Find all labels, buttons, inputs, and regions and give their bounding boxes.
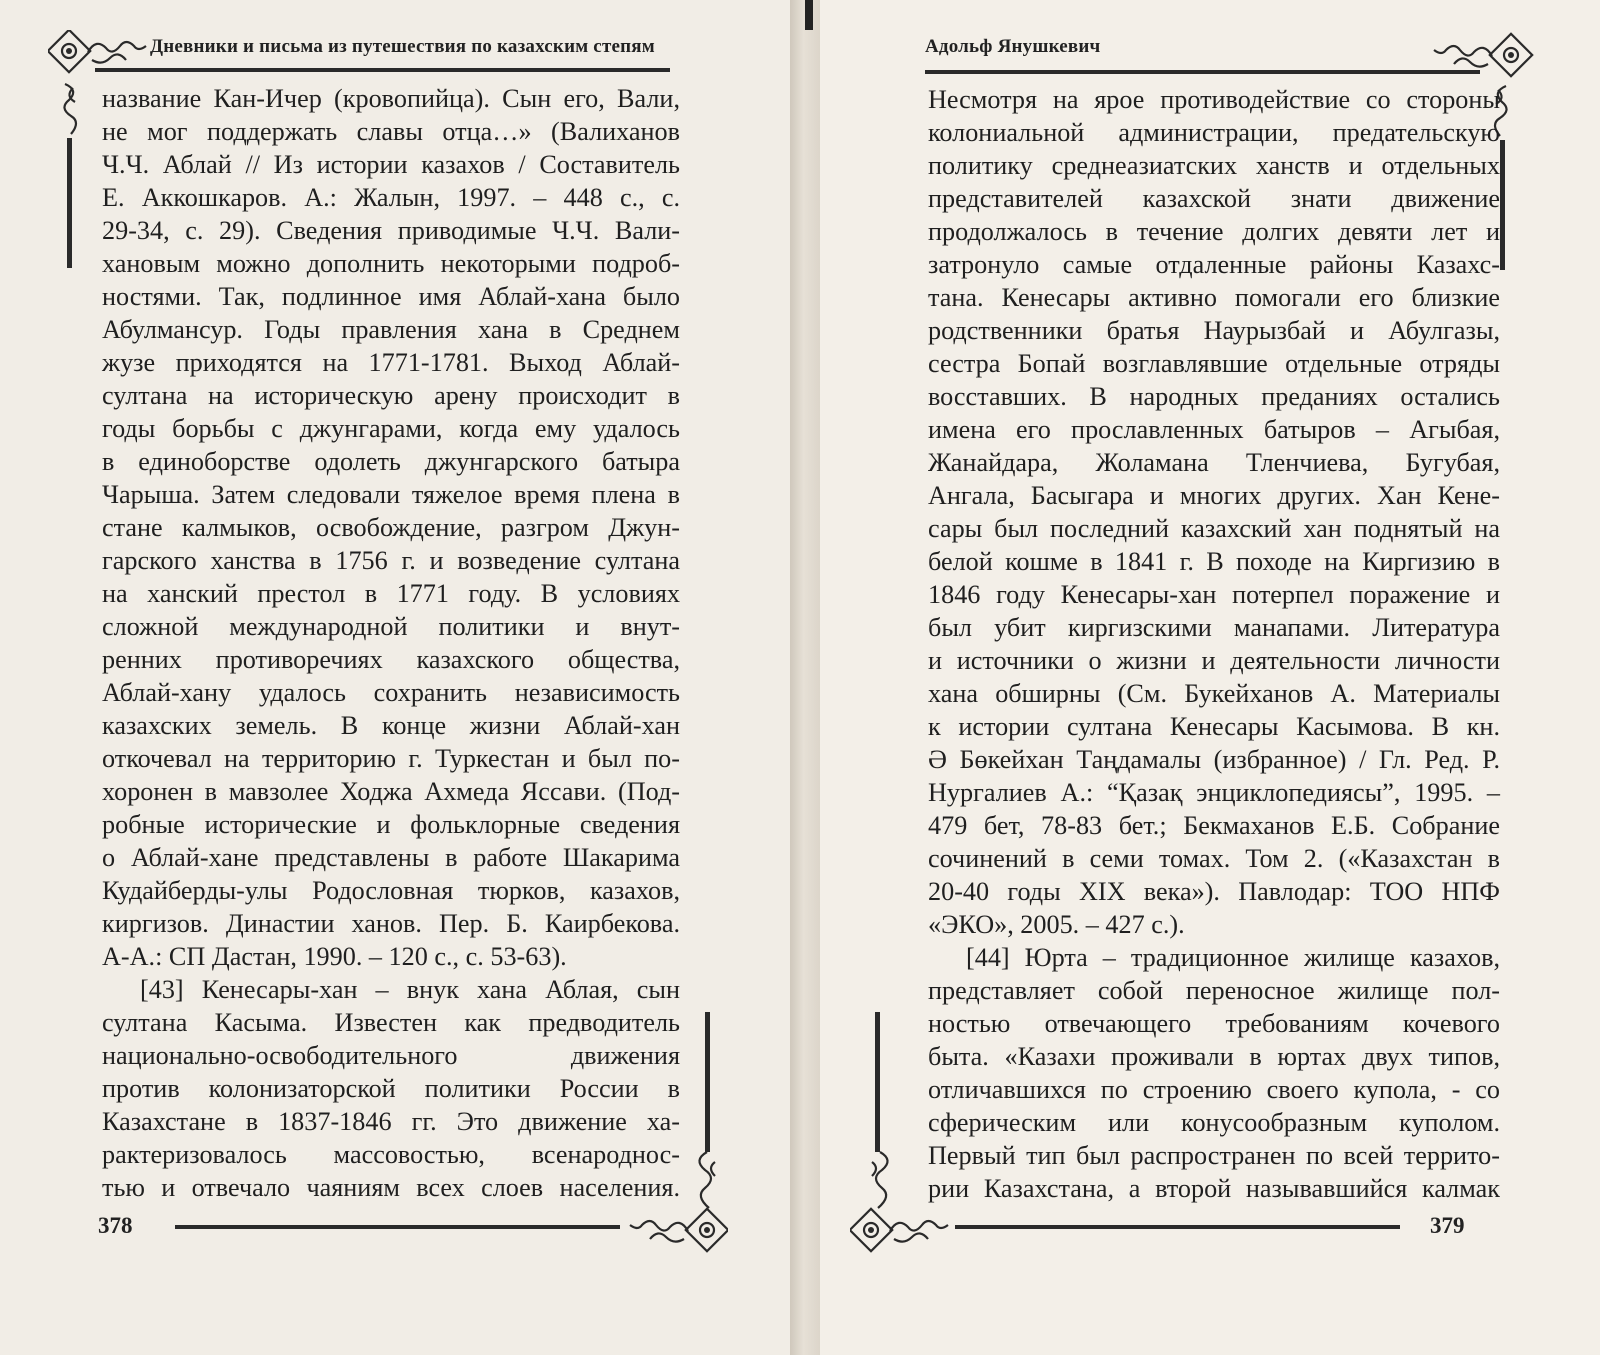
corner-ornament-icon [850,1205,960,1253]
text-line: в единоборстве одолеть джунгарского батыра [102,447,680,476]
text-line: затронуло самые отдаленные районы Казахс- [928,250,1500,279]
foot-rule-left [175,1225,620,1229]
text-line: ностями. Так, подлинное имя Аблай-хана было [102,282,680,311]
text-line: сары был последний казахский хан поднятый на [928,514,1500,543]
text-line: тью и отвечало чаяниям всех слоев населения. [102,1173,680,1202]
text-line: продолжалось в течение долгих девяти лет и [928,217,1500,246]
left-page [0,0,790,1355]
text-line: Кудайберды-улы Родословная тюрков, казахов, [102,876,680,905]
text-line: Е. Аккошкаров. А.: Жалын, 1997. – 448 с., с. [102,183,680,212]
paragraph-43 [102,973,680,1204]
text-line: родственники братья Наурызбай и Абулгазы, [928,316,1500,345]
text-line: 479 бет, 78-83 бет.; Бекмаханов Е.Б. Собрание [928,811,1500,840]
page-number-right: 379 [1430,1213,1465,1238]
text-line: «ЭКО», 2005. – 427 с.). [928,910,1185,939]
text-line: ностью отвечающего требованиям кочевого [928,1009,1500,1038]
running-head-left: Дневники и письма из путешествия по казахским степям [150,36,655,57]
margin-bar [1500,140,1505,270]
text-line: не мог поддержать славы отца…» (Валиханов [102,117,680,146]
text-line: хоронен в мавзолее Ходжа Ахмеда Яссави. (Под- [102,777,680,806]
text-line: к истории султана Кенесары Касымова. В кн. [928,712,1500,741]
text-line: [43] Кенесары-хан – внук хана Аблая, сын [140,975,680,1004]
text-line: Ә Бөкейхан Таңдамалы (избранное) / Гл. Ред. Р. [928,745,1500,774]
corner-ornament-icon [618,1205,728,1253]
page-number-left: 378 [98,1213,133,1238]
text-line: годы борьбы с джунгарами, когда ему удалось [102,414,680,443]
text-line: рактеризовалось массовостью, всенароднос- [102,1140,680,1169]
text-line: сестра Бопай возглавлявшие отдельные отряды [928,349,1500,378]
text-line: Казахстане в 1837-1846 гг. Это движение ха- [102,1107,680,1136]
head-rule-right [925,70,1480,74]
head-rule-left [95,68,670,72]
text-line: Абулмансур. Годы правления хана в Среднем [102,315,680,344]
text-line: 1846 году Кенесары-хан потерпел поражение и [928,580,1500,609]
text-line: национально-освободительного движения [102,1041,680,1070]
text-line: на ханский престол в 1771 году. В условиях [102,579,680,608]
left-page-text [102,82,680,1204]
margin-bar [67,138,72,268]
text-line: Несмотря на ярое противодействие со стороны [928,85,1500,114]
text-line: киргизов. Династии ханов. Пер. Б. Каирбекова. [102,909,680,938]
text-line: Ч.Ч. Аблай // Из истории казахов / Составитель [102,150,680,179]
running-head-right: Адольф Янушкевич [925,36,1101,57]
text-line: тана. Кенесары активно помогали его близкие [928,283,1500,312]
text-line: представителей казахской знати движение [928,184,1500,213]
text-line: Ангала, Басыгара и многих других. Хан Кене- [928,481,1500,510]
text-line: имена его прославленных батыров – Агыбая, [928,415,1500,444]
text-line: робные исторические и фольклорные сведения [102,810,680,839]
text-line: казахских земель. В конце жизни Аблай-хан [102,711,680,740]
scroll-ornament-icon [55,80,85,140]
scroll-ornament-icon [693,1148,725,1212]
foot-rule-right [955,1225,1400,1229]
text-line: о Аблай-хане представлены в работе Шакарима [102,843,680,872]
margin-bar [705,1012,710,1152]
text-line: 20-40 годы XIX века»). Павлодар: ТОО НПФ [928,877,1500,906]
text-line: представляет собой переносное жилище пол- [928,976,1500,1005]
paragraph-continued [928,83,1500,941]
text-line: быта. «Казахи проживали в юртах двух типов, [928,1042,1500,1071]
corner-ornament-icon [1420,32,1535,82]
text-line: сферическим или конусообразным куполом. [928,1108,1500,1137]
text-line: [44] Юрта – традиционное жилище казахов, [966,943,1500,972]
text-line: Первый тип был распространен по всей террито- [928,1141,1500,1170]
text-line: откочевал на территорию г. Туркестан и был по- [102,744,680,773]
margin-bar [875,1012,880,1152]
text-line: Нургалиев А.: “Қазақ энциклопедиясы”, 1995. – [928,778,1500,807]
text-line: и источники о жизни и деятельности личности [928,646,1500,675]
text-line: политику среднеазиатских ханств и отдельных [928,151,1500,180]
text-line: сложной международной политики и внут- [102,612,680,641]
text-line: А-А.: СП Дастан, 1990. – 120 с., с. 53-63). [102,942,567,971]
text-line: Аблай-хану удалось сохранить независимость [102,678,680,707]
scroll-ornament-icon [862,1148,894,1212]
paragraph-44 [928,941,1500,1205]
text-line: 29-34, с. 29). Сведения приводимые Ч.Ч. Вали- [102,216,680,245]
text-line: сочинений в семи томах. Том 2. («Казахстан в [928,844,1500,873]
text-line: Чарыша. Затем следовали тяжелое время плена в [102,480,680,509]
text-line: отличавшихся по строению своего купола, - со [928,1075,1500,1104]
text-line: султана Касыма. Известен как предводитель [102,1008,680,1037]
gutter-shadow [805,0,813,30]
paragraph-continued [102,82,680,973]
right-page-text [928,83,1500,1205]
text-line: колониальной администрации, предательскую [928,118,1500,147]
text-line: название Кан-Ичер (кровопийца). Сын его, Вали, [102,84,680,113]
text-line: против колонизаторской политики России в [102,1074,680,1103]
text-line: белой кошме в 1841 г. В походе на Киргизию в [928,547,1500,576]
right-page [820,0,1600,1355]
text-line: рии Казахстана, а второй называвшийся калмак [928,1174,1500,1203]
text-line: стане калмыков, освобождение, разгром Джун- [102,513,680,542]
book-gutter [790,0,820,1355]
text-line: ренних противоречиях казахского общества, [102,645,680,674]
text-line: восставших. В народных преданиях остались [928,382,1500,411]
text-line: гарского ханства в 1756 г. и возведение султана [102,546,680,575]
text-line: султана на историческую арену происходит в [102,381,680,410]
text-line: Жанайдара, Жоламана Тленчиева, Бугубая, [928,448,1500,477]
text-line: хановым можно дополнить некоторыми подроб- [102,249,680,278]
text-line: хана обширны (См. Букейханов А. Материалы [928,679,1500,708]
text-line: жузе приходятся на 1771-1781. Выход Аблай- [102,348,680,377]
text-line: был убит киргизскими манапами. Литература [928,613,1500,642]
